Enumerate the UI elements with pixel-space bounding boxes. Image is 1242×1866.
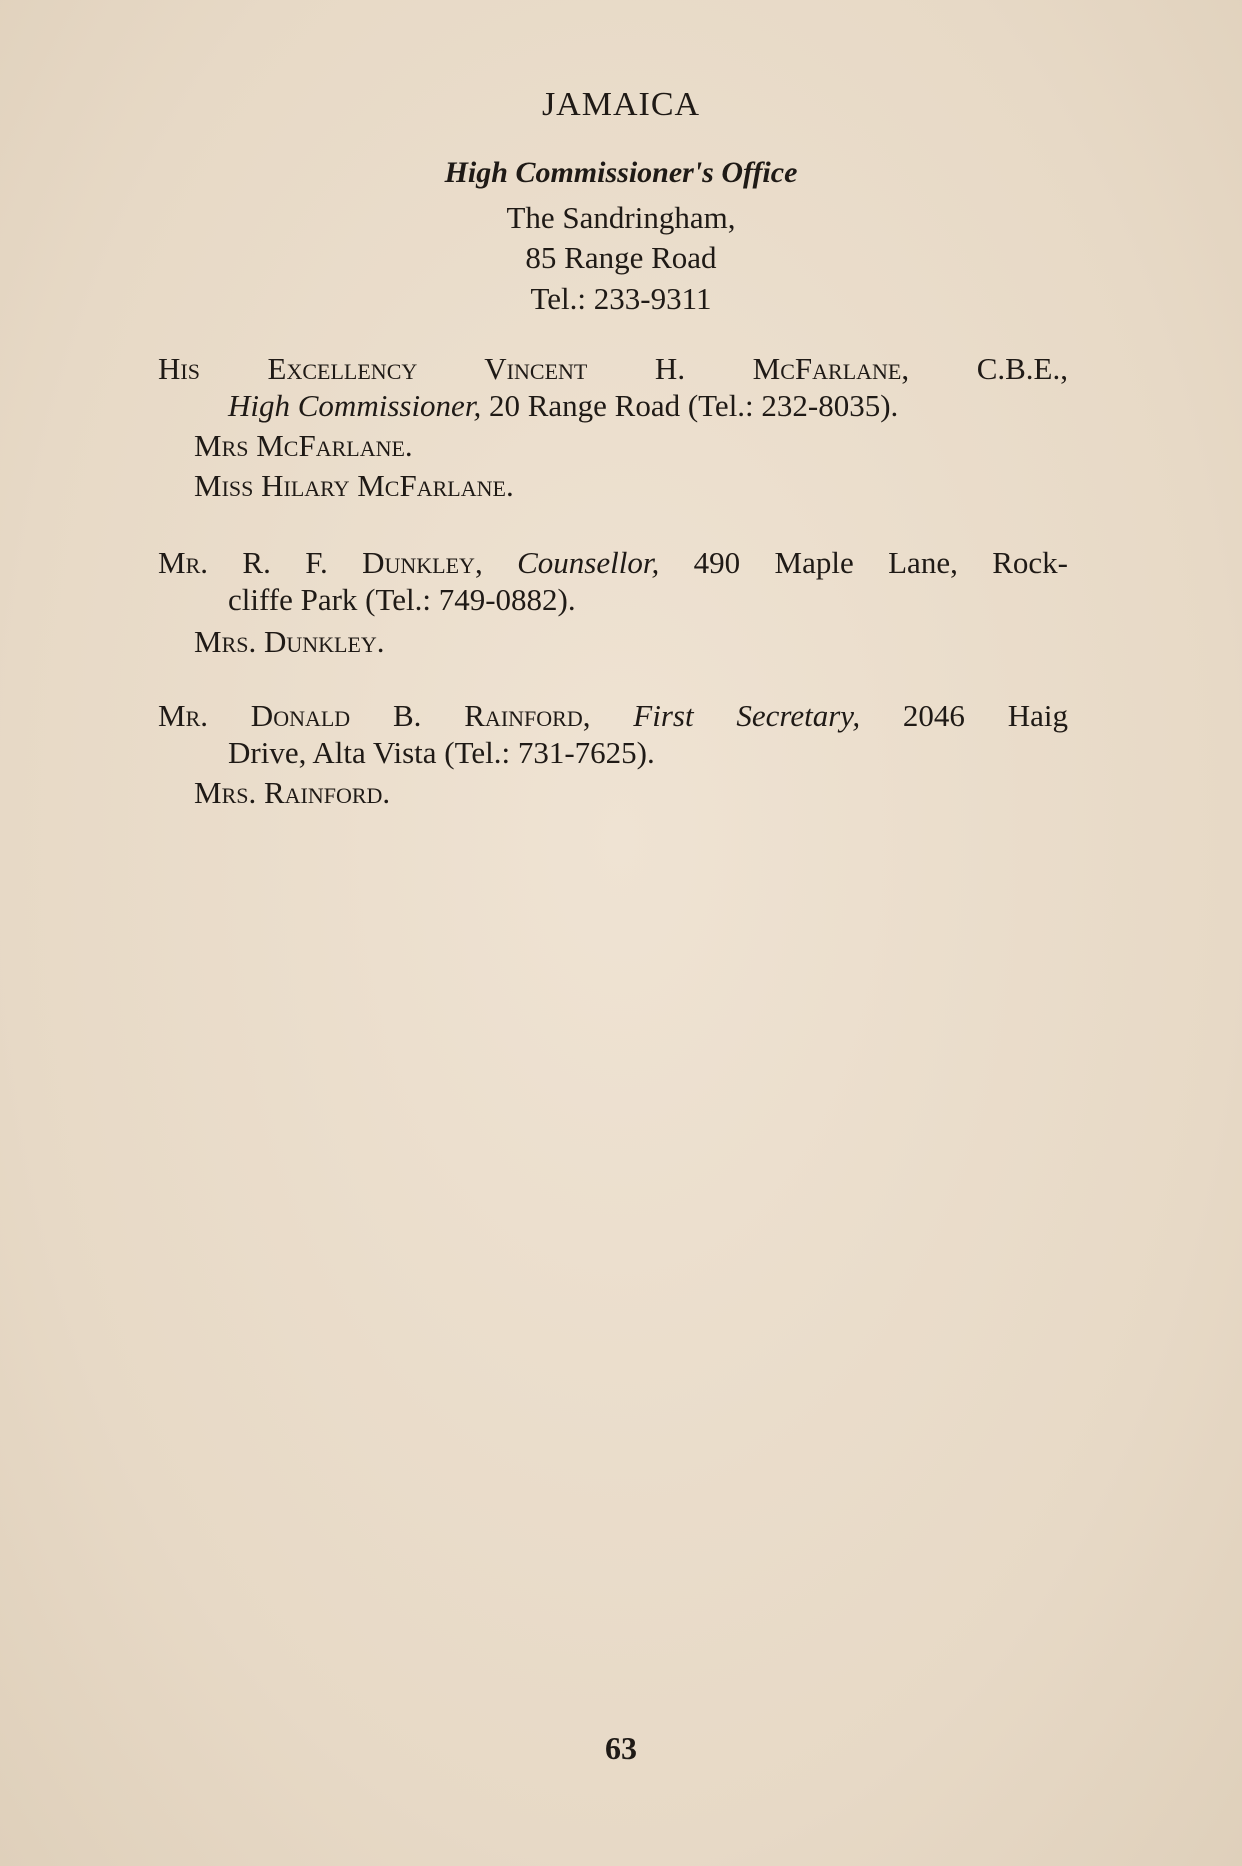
entry-details: 20 Range Road (Tel.: 232-8035). bbox=[488, 388, 899, 423]
page-number: 63 bbox=[605, 1730, 637, 1766]
entry-title: First Secretary, bbox=[633, 698, 861, 733]
entry-details-line1: 2046 Haig bbox=[902, 698, 1068, 733]
entry-dunkley bbox=[158, 544, 1068, 618]
entry-mcfarlane bbox=[158, 350, 1068, 424]
office-address-line1: The Sandringham, bbox=[506, 200, 736, 235]
daughter-mcfarlane: Miss Hilary McFarlane. bbox=[194, 468, 514, 503]
entry-details-line2: cliffe Park (Tel.: 749-0882). bbox=[228, 582, 576, 617]
office-telephone: Tel.: 233-9311 bbox=[530, 281, 712, 316]
entry-name: His Excellency Vincent H. McFarlane, C.B.E., bbox=[158, 351, 1068, 386]
entry-details-line2: Drive, Alta Vista (Tel.: 731-7625). bbox=[228, 735, 655, 770]
spouse-dunkley-wife: Mrs. Dunkley. bbox=[194, 624, 385, 659]
spouse-mcfarlane-wife: Mrs McFarlane. bbox=[194, 428, 413, 463]
country-heading: JAMAICA bbox=[541, 86, 701, 123]
entry-details-line1: 490 Maple Lane, Rock- bbox=[693, 545, 1068, 580]
entry-title: High Commissioner, bbox=[228, 388, 482, 423]
office-heading: High Commissioner's Office bbox=[444, 156, 798, 189]
entry-name: Mr. Donald B. Rainford, bbox=[158, 698, 591, 733]
spouse-rainford-wife: Mrs. Rainford. bbox=[194, 775, 391, 810]
entry-rainford bbox=[158, 697, 1068, 771]
office-address-line2: 85 Range Road bbox=[525, 240, 717, 275]
entry-title: Counsellor, bbox=[517, 545, 660, 580]
entry-name: Mr. R. F. Dunkley, bbox=[158, 545, 483, 580]
